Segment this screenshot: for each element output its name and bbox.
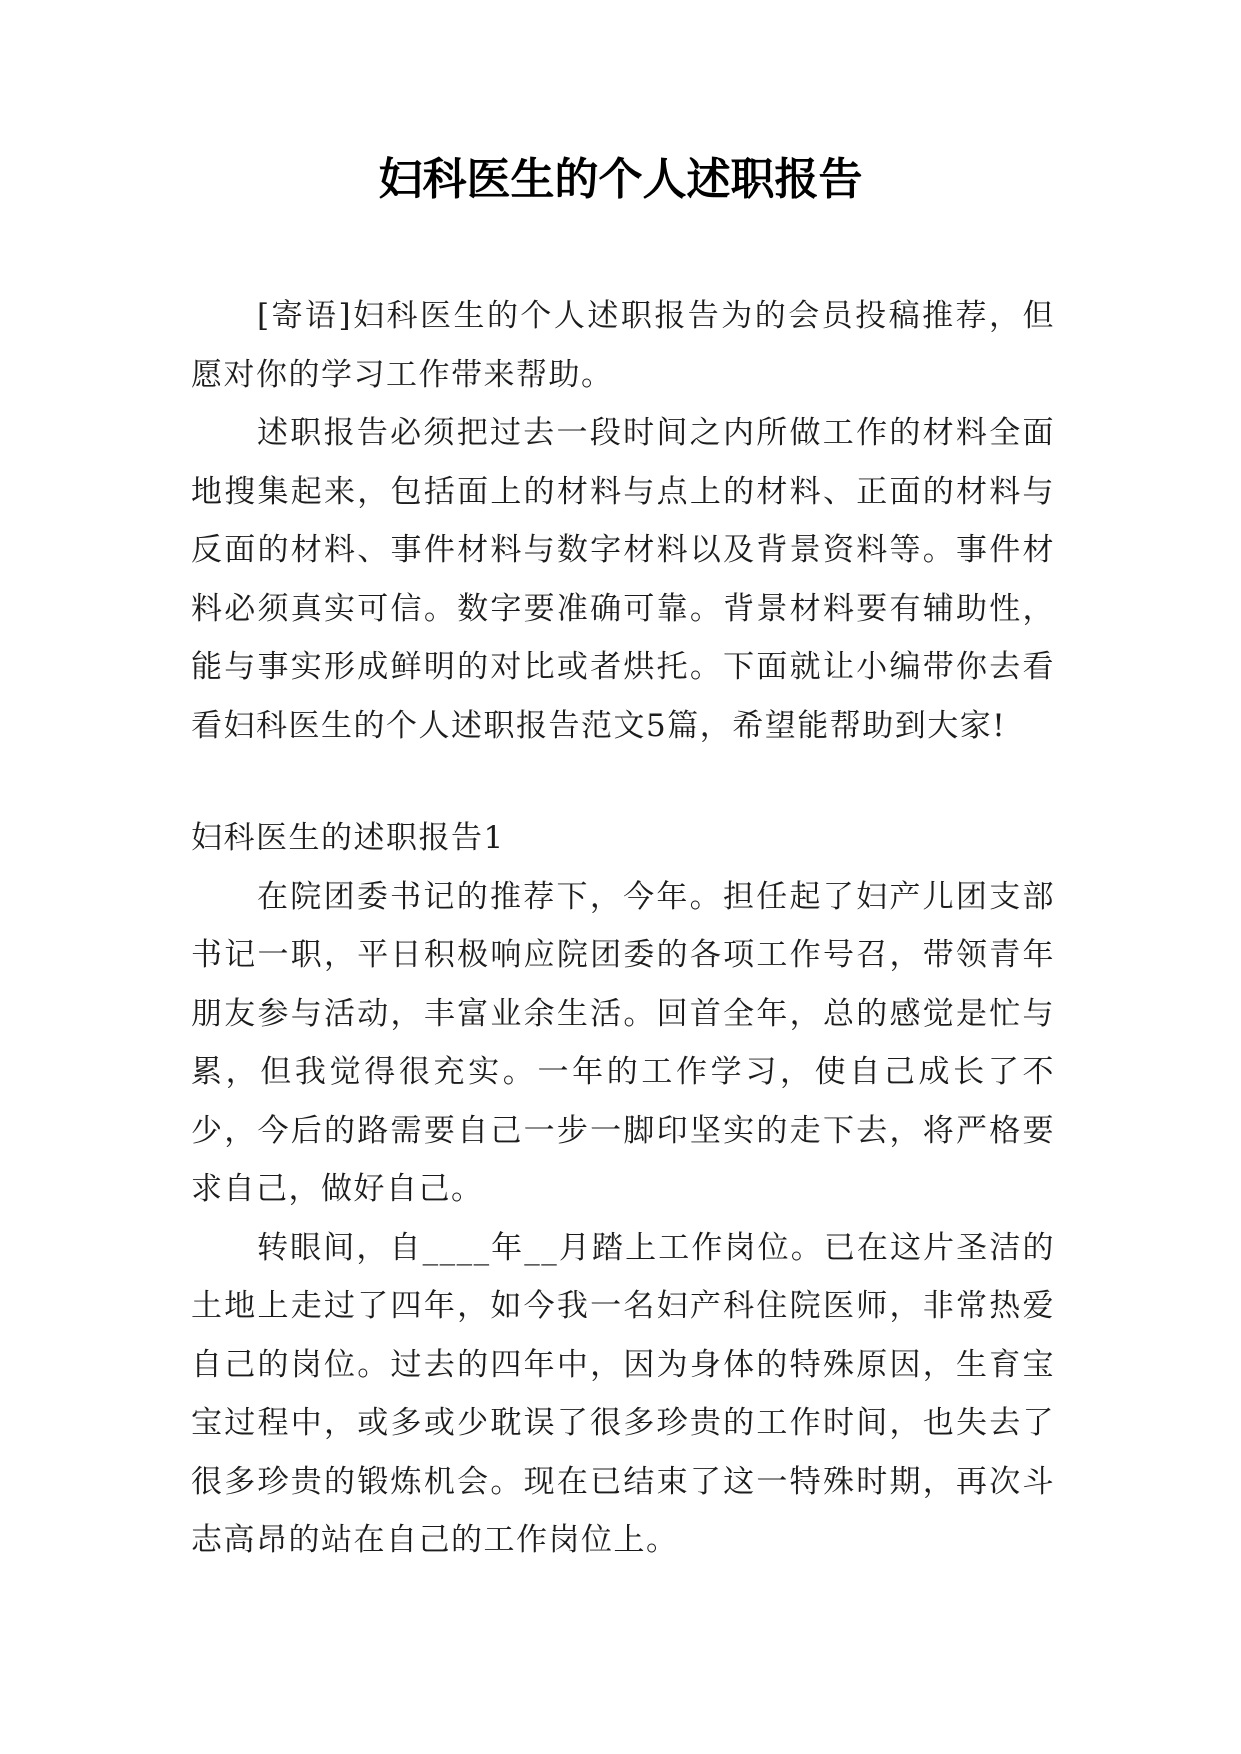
section-paragraph: 转眼间，自____年__月踏上工作岗位。已在这片圣洁的土地上走过了四年，如今我一名妇产科住院医师，非常热爱自己的岗位。过去的四年中，因为身体的特殊原因，生育宝宝过程中，或多或少耽误了很多珍贵的工作时间，也失去了很多珍贵的锻炼机会。现在已结束了这一特殊时期，再次斗志高昂的站在自己的工作岗位上。 bbox=[191, 1229, 1055, 1558]
section-paragraph: 在院团委书记的推荐下，今年。担任起了妇产儿团支部书记一职，平日积极响应院团委的各项工作号召，带领青年朋友参与活动，丰富业余生活。回首全年，总的感觉是忙与累，但我觉得很充实。一年的工作学习，使自己成长了不少，今后的路需要自己一步一脚印坚实的走下去，将严格要求自己，做好自己。 bbox=[191, 878, 1055, 1207]
document-title: 妇科医生的个人述职报告 bbox=[378, 154, 863, 205]
intro-paragraph: [寄语]妇科医生的个人述职报告为的会员投稿推荐，但愿对你的学习工作带来帮助。 bbox=[191, 298, 1055, 393]
intro-paragraph: 述职报告必须把过去一段时间之内所做工作的材料全面地搜集起来，包括面上的材料与点上的材料、正面的材料与反面的材料、事件材料与数字材料以及背景资料等。事件材料必须真实可信。数字要准确可靠。背景材料要有辅助性，能与事实形成鲜明的对比或者烘托。下面就让小编带你去看看妇科医生的个人述职报告范文5篇，希望能帮助到大家! bbox=[191, 415, 1055, 744]
document-body bbox=[191, 287, 1055, 1570]
section-heading: 妇科医生的述职报告1 bbox=[191, 820, 505, 856]
